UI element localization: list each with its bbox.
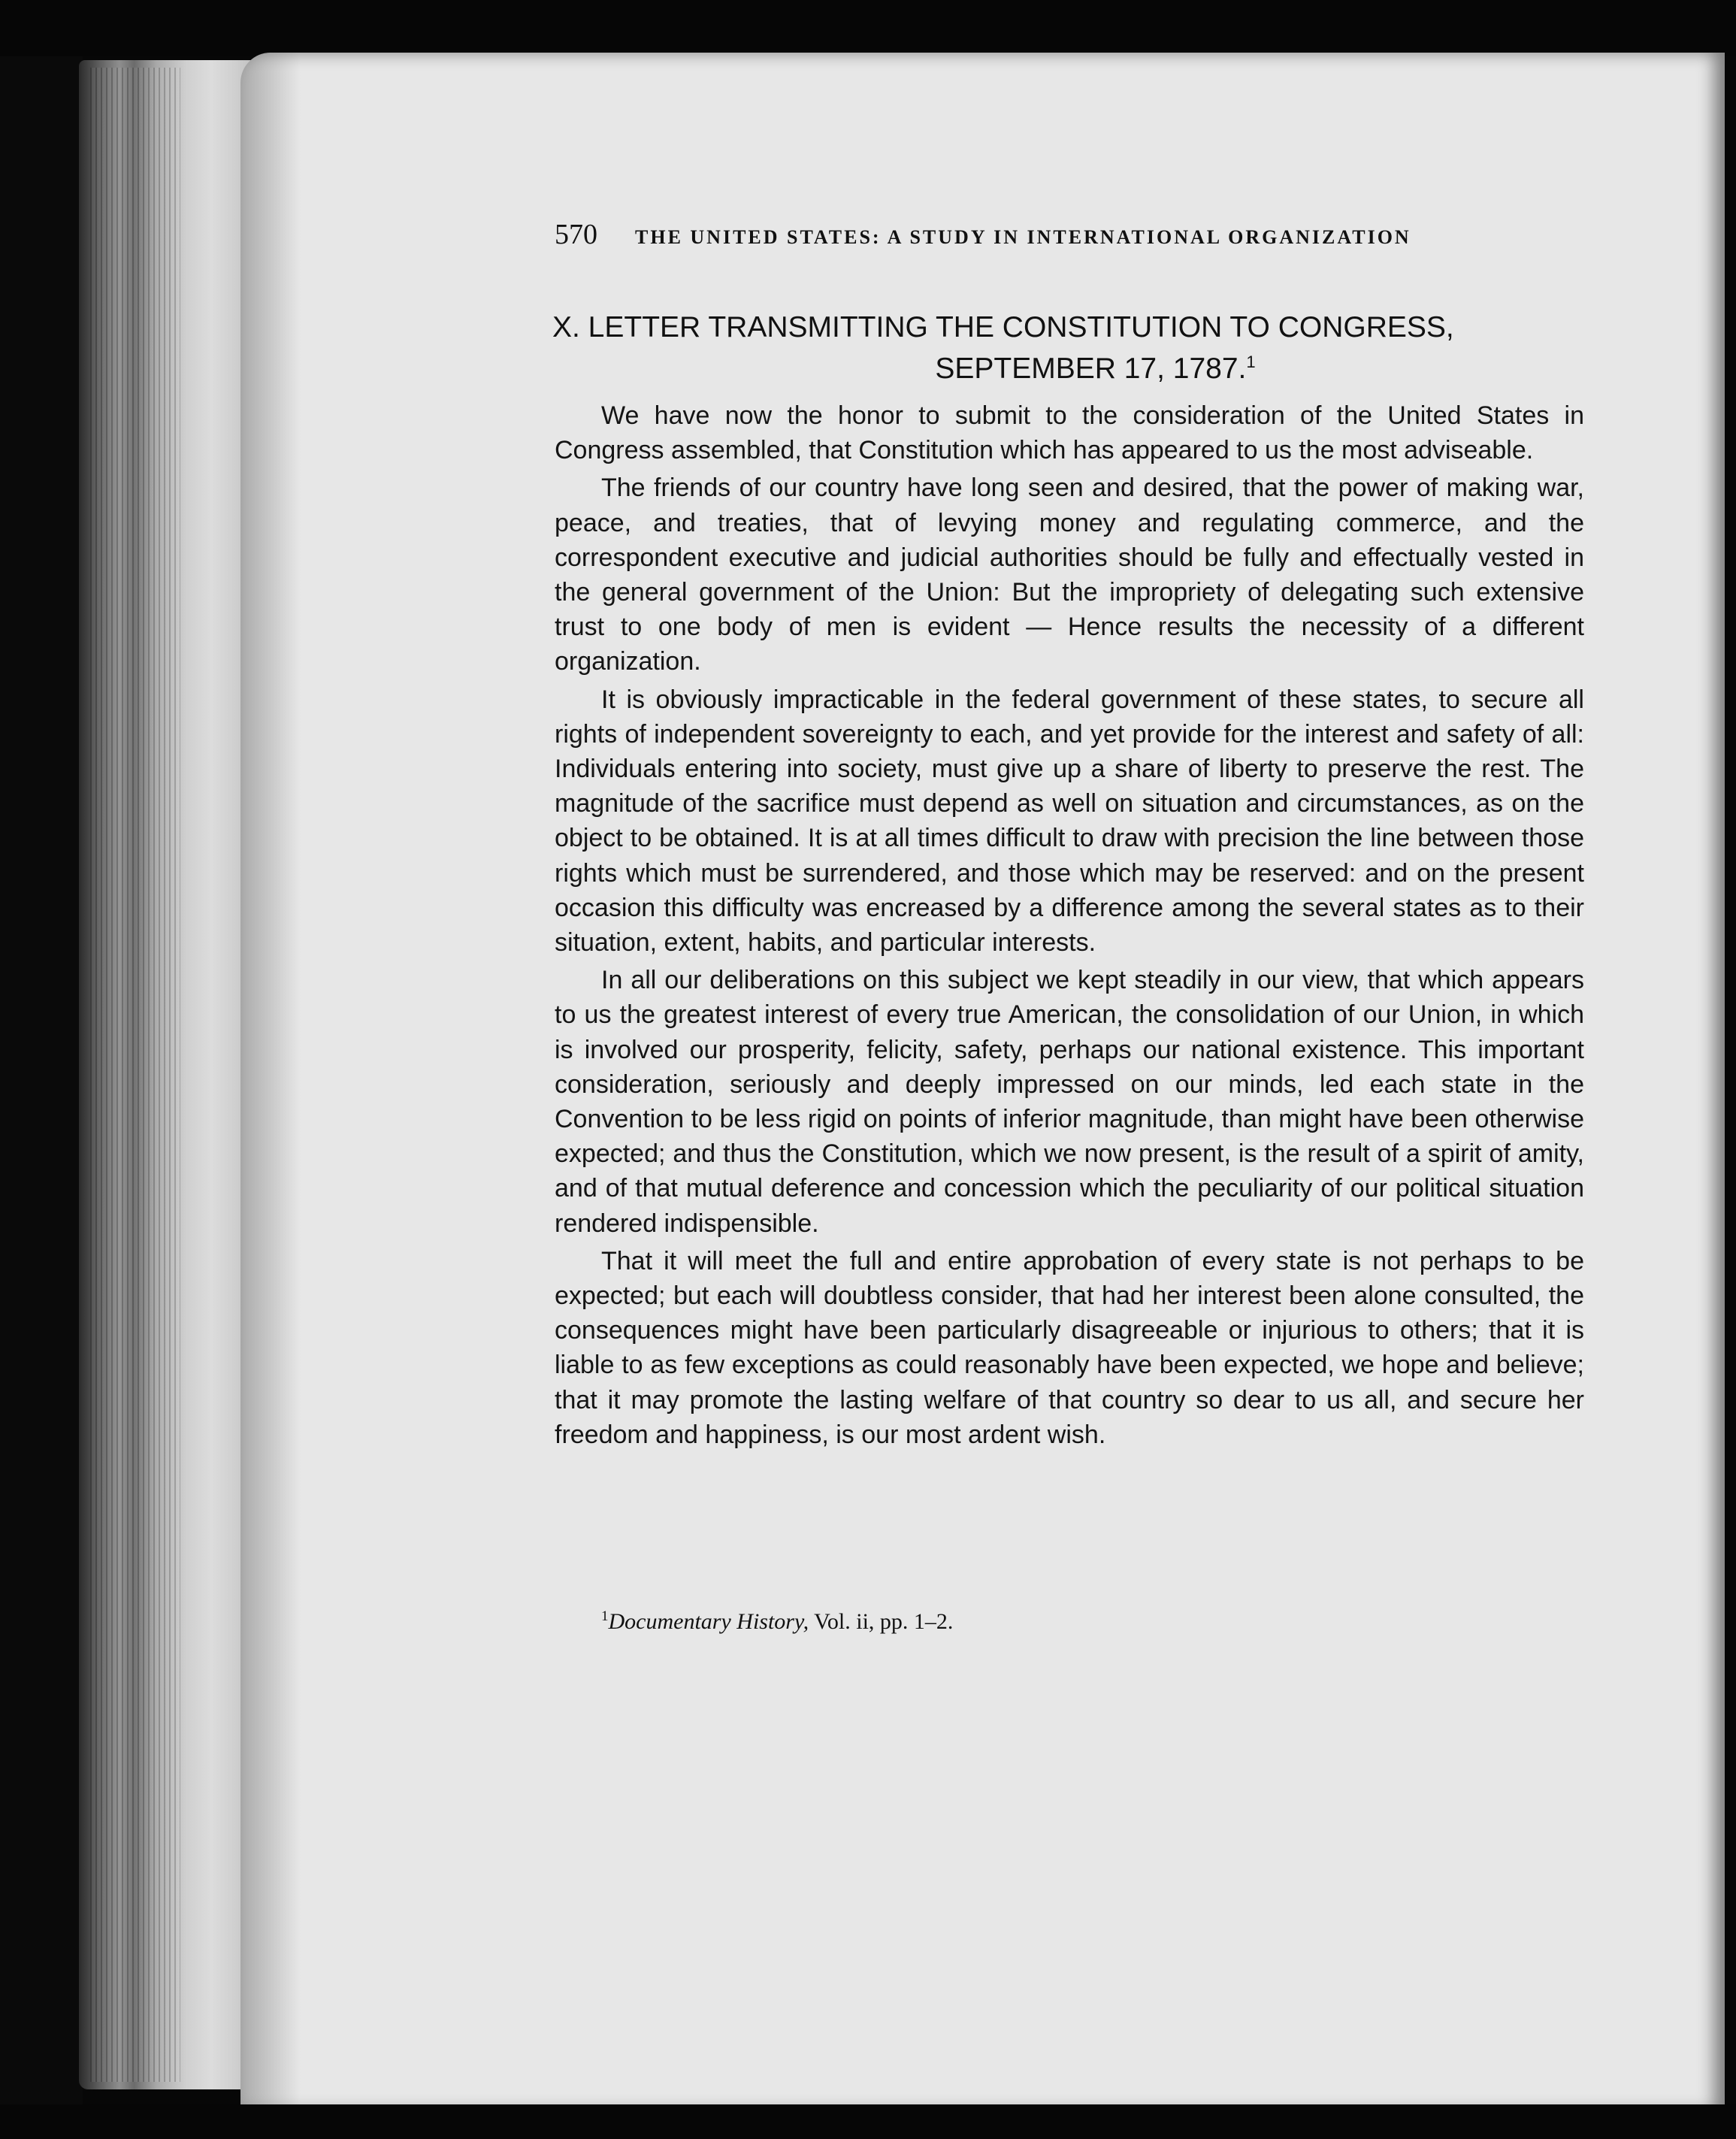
paragraph: In all our deliberations on this subject we kept steadily in our view, that which appears to us the greatest interest of every true American, the consolidation of our Union, in which is involved our prosperity, felicity, safety, perhaps our national existence. This important consideration, seriously and deeply impressed on our minds, led each state in the Convention to be less rigid on points of inferior magnitude, than might have been otherwise expected; and thus the Constitution, which we now present, is the result of a spirit of amity, and of that mutual deference and concession which the peculiarity of our political situation rendered indispensible. bbox=[555, 966, 1584, 1238]
footnote-mark: 1 bbox=[601, 1608, 609, 1624]
letter-body bbox=[555, 398, 1584, 1455]
footnote-source: Documentary History, bbox=[608, 1609, 809, 1634]
paragraph: That it will meet the full and entire approbation of every state is not perhaps to be expected; but each will doubtless consider, that had her interest been alone consulted, the consequences might have been particularly disagreeable or injurious to others; that it is liable to as few exceptions as could reasonably have been expected, we hope and believe; that it may promote the lasting welfare of that country so dear to us all, and secure her freedom and happiness, is our most ardent wish. bbox=[555, 1246, 1584, 1449]
document-title bbox=[552, 310, 1586, 386]
paragraph: It is obviously impracticable in the federal government of these states, to secure all rights of independent sovereignty to each, and yet provide for the interest and safety of all: Individuals entering into society, must give up a share of liberty to preserve the rest. The magnitude of the sacrifice must depend as well on situation and circumstances, as on the object to be obtained. It is at all times difficult to draw with precision the line between those rights which must be surrendered, and those which may be reserved: and on the present occasion this difficulty was encreased by a difference among the several states as to their situation, extent, habits, and particular interests. bbox=[555, 685, 1584, 958]
paragraph: The friends of our country have long seen and desired, that the power of making war, peace, and treaties, that of levying money and regulating commerce, and the correspondent executive and judicial authorities should be fully and effectually vested in the general government of the Union: But the impropriety of delegating such extensive trust to one body of men is evident — Hence results the necessity of a different organization. bbox=[555, 473, 1584, 676]
running-header bbox=[555, 218, 1607, 263]
spine-texture bbox=[90, 68, 180, 2082]
paragraph: We have now the honor to submit to the consideration of the United States in Congress assembled, that Constitution which has appeared to us the most adviseable. bbox=[555, 401, 1584, 465]
title-line-2 bbox=[552, 345, 1586, 386]
bottom-film-border bbox=[0, 2104, 1736, 2139]
title-date: SEPTEMBER 17, 1787. bbox=[935, 352, 1247, 385]
footnote-reference: Vol. ii, pp. 1–2. bbox=[814, 1609, 954, 1634]
footnote bbox=[601, 1608, 1278, 1635]
gutter-shadow bbox=[240, 53, 301, 2112]
title-footnote-mark: 1 bbox=[1246, 352, 1256, 371]
film-edge bbox=[0, 0, 83, 2139]
running-title: THE UNITED STATES: A STUDY IN INTERNATIONAL ORGANIZATION bbox=[635, 226, 1411, 248]
title-line-1: X. LETTER TRANSMITTING THE CONSTITUTION TO CONGRESS, bbox=[552, 311, 1454, 343]
page-number: 570 bbox=[555, 219, 597, 250]
top-film-border bbox=[0, 0, 1736, 56]
